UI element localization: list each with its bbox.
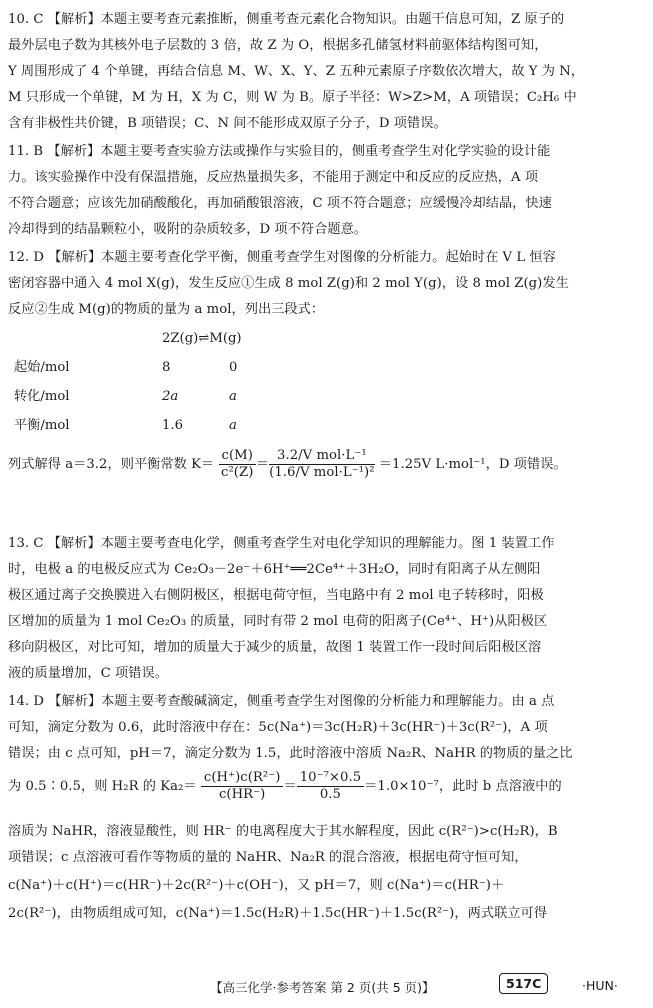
q12-row-m: a (229, 418, 237, 433)
q12-row-z: 8 (162, 360, 171, 375)
q14-ka-fraction-definition (201, 770, 284, 803)
q12-calc-line: 列式解得 a＝3.2，则平衡常数 K＝ $\frac{c(M)}{\text{c²(Z)}}$ ＝ $\frac{\text{3.2/V mol·L⁻¹}}{\text{(1.6/V mol·L⁻¹)²}}$ ＝1.25V L·mol⁻¹，D 项错误。 (8, 448, 567, 480)
q14-line-1: 14. D 【解析】本题主要考查酸碱滴定，侧重考查学生对图像的分析能力和理解能力。由 a 点 (8, 694, 555, 709)
footer-exam-code: 517C (499, 973, 548, 994)
q12-frac1-bottom: c²(Z) (221, 465, 254, 480)
q13-line-3: 极区通过离子交换膜进入右侧阴极区，根据电荷守恒，当电路中有 2 mol 电子转移时，阳极 (8, 588, 544, 603)
q14-line-2: 可知，滴定分数为 0.6，此时溶液中存在：5c(Na⁺)＝3c(H₂R)＋3c(HR⁻)＋3c(R²⁻)，A 项 (8, 720, 548, 735)
q11-line-3: 不符合题意；应该先加硝酸酸化，再加硝酸银溶液，C 项不符合题意；应缓慢冷却结晶，快速 (8, 196, 552, 211)
q12-row-m: a (229, 389, 237, 404)
q12-row-z: 2a (162, 389, 179, 404)
q14-ka-f1-bottom: c(HR⁻) (218, 787, 266, 802)
q14-line-after-2: 项错误；c 点溶液可看作等物质的量的 NaHR、Na₂R 的混合溶液，根据电荷守恒可知， (8, 850, 528, 865)
q12-calc-suffix: ＝1.25V L·mol⁻¹，D 项错误。 (378, 457, 567, 472)
q12-line-1: 12. D 【解析】本题主要考查化学平衡，侧重考查学生对图像的分析能力。起始时在 V L 恒容 (8, 250, 556, 265)
q14-line-after-1: 溶质为 NaHR，溶液显酸性，则 HR⁻ 的电离程度大于其水解程度，因此 c(R²⁻)>c(H₂R)，B (8, 824, 558, 839)
q11-line-2: 力。该实验操作中没有保温措施，反应热量损失多，不能用于测定中和反应的反应热，A 项 (8, 170, 539, 185)
q12-equation: 2Z(g)⇌M(g) (162, 331, 242, 346)
q12-fraction-definition (219, 448, 256, 481)
q12-frac2-bottom: (1.6/V mol·L⁻¹)² (269, 465, 375, 480)
q10-line-4: M 只形成一个单键，M 为 H，X 为 C，则 W 为 B。原子半径：W>Z>M，A 项错误；C₂H₆ 中 (8, 90, 577, 105)
q14-line-after-3: c(Na⁺)＋c(H⁺)＝c(HR⁻)＋2c(R²⁻)＋c(OH⁻)，又 pH＝7，则 c(Na⁺)＝c(HR⁻)＋ (8, 878, 505, 893)
footer-page-info: 【高三化学·参考答案 第 2 页(共 5 页)】 (210, 980, 435, 995)
q14-ka-prefix: 为 0.5∶0.5，则 H₂R 的 Ka₂＝ (8, 779, 197, 794)
q14-ka-line: 为 0.5∶0.5，则 H₂R 的 Ka₂＝ $\frac{\text{c(H⁺)c(R²⁻)}}{c(HR^-)}$ ＝ $\frac{\text{10⁻⁷×0.5}}{0.5}$ ＝1.0×10⁻⁷，此时 b 点溶液中的 (8, 770, 562, 802)
q13-line-2: 时，电极 a 的电极反应式为 Ce₂O₃－2e⁻＋6H⁺══2Ce⁴⁺＋3H₂O，同时有阳离子从左侧阳 (8, 562, 541, 577)
q13-line-4: 区增加的质量为 1 mol Ce₂O₃ 的质量，同时有带 2 mol 电荷的阳离子(Ce⁴⁺、H⁺)从阳极区 (8, 614, 548, 629)
q13-line-5: 移向阴极区，对比可知，增加的质量大于减少的质量，故图 1 装置工作一段时间后阳极区溶 (8, 640, 542, 655)
q12-row-z: 1.6 (162, 418, 183, 433)
q14-ka-f2-top: 10⁻⁷×0.5 (297, 770, 364, 787)
q13-line-1: 13. C 【解析】本题主要考查电化学，侧重考查学生对电化学知识的理解能力。图 1 装置工作 (8, 536, 555, 551)
q12-frac2-top: 3.2/V mol·L⁻¹ (269, 448, 374, 465)
q14-ka-suffix: ＝1.0×10⁻⁷，此时 b 点溶液中的 (364, 779, 562, 794)
q12-line-2: 密闭容器中通入 4 mol X(g)，发生反应①生成 8 mol Z(g)和 2 mol Y(g)，设 8 mol Z(g)发生 (8, 276, 569, 291)
q10-line-3: Y 周围形成了 4 个单键，再结合信息 M、W、X、Y、Z 五种元素原子序数依次增大，故 Y 为 N， (8, 64, 585, 79)
q10-line-5: 含有非极性共价键，B 项错误；C、N 间不能形成双原子分子，D 项错误。 (8, 116, 447, 131)
q13-line-6: 液的质量增加，C 项错误。 (8, 666, 168, 681)
q10-line-2: 最外层电子数为其核外电子层数的 3 倍，故 Z 为 O，根据多孔储氢材料前驱体结构图可知， (8, 38, 548, 53)
q12-row-label: 平衡/mol (14, 418, 70, 433)
q12-row-label: 起始/mol (14, 360, 70, 375)
q12-frac1-top: c(M) (219, 448, 256, 465)
q12-fraction-values (269, 448, 374, 481)
footer-region: ·HUN· (582, 978, 618, 993)
q11-line-4: 冷却得到的结晶颗粒小，吸附的杂质较多，D 项不符合题意。 (8, 222, 368, 237)
q12-calc-prefix: 列式解得 a＝3.2，则平衡常数 K＝ (8, 457, 215, 472)
q14-line-after-4: 2c(R²⁻)，由物质组成可知，c(Na⁺)＝1.5c(H₂R)＋1.5c(HR⁻)＋1.5c(R²⁻)，两式联立可得 (8, 906, 548, 921)
q14-line-3: 错误；由 c 点可知，pH＝7，滴定分数为 1.5，此时溶液中溶质 Na₂R、NaHR 的物质的量之比 (8, 746, 573, 761)
q10-line-1: 10. C 【解析】本题主要考查元素推断，侧重考查元素化合物知识。由题干信息可知，Z 原子的 (8, 12, 565, 27)
q12-row-m: 0 (229, 360, 238, 375)
q14-ka-fraction-values (297, 770, 364, 803)
q11-line-1: 11. B 【解析】本题主要考查实验方法或操作与实验目的，侧重考查学生对化学实验的设计能 (8, 144, 551, 159)
q12-row-label: 转化/mol (14, 389, 70, 404)
q14-ka-f2-bottom: 0.5 (319, 787, 341, 802)
q14-ka-f1-top: c(H⁺)c(R²⁻) (201, 770, 284, 787)
q12-line-3: 反应②生成 M(g)的物质的量为 a mol，列出三段式： (8, 302, 325, 317)
